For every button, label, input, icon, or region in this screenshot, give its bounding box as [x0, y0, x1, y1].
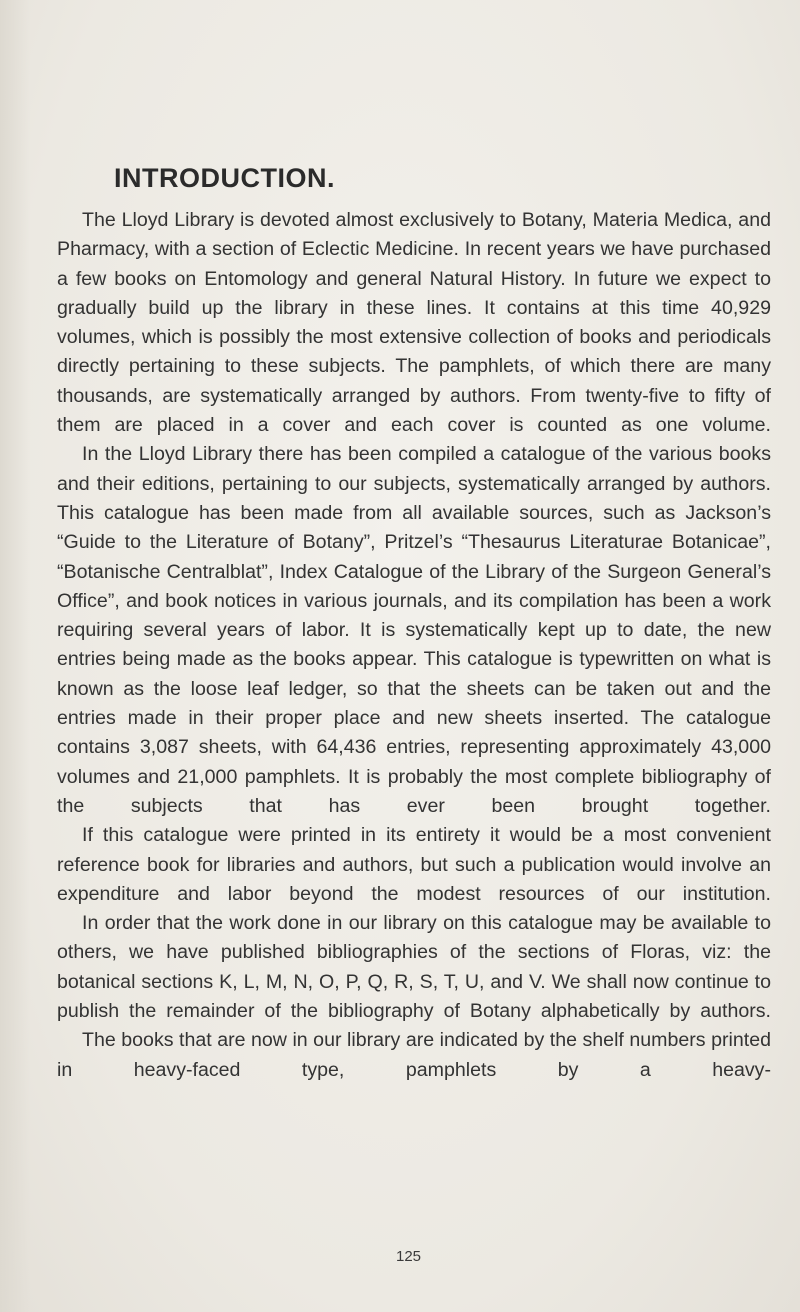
paragraph-catalogue: In the Lloyd Library there has been compiled a catalogue of the various books and their editions, pertaining to our subjects, systematically arranged by authors. This catalogue has been made from all available sources, such as Jackson’s “Guide to the Literature of Botany”, Pritzel’s “Thesaurus Literaturae Botanicae”, “Botanische Centralblat”, Index Catalogue of the Library of the Surgeon General’s Office”, and book notices in various journals, and its compilation has been a work requiring several years of labor. It is systematically kept up to date, the new entries being made as the books appear. This catalogue is typewritten on what is known as the loose leaf ledger, so that the sheets can be taken out and the entries made in their proper place and new sheets inserted. The catalogue contains 3,087 sheets, with 64,436 entries, representing approximately 43,000 volumes and 21,000 pamphlets. It is probably the most complete bibliography of the subjects that has ever been brought together. — [57, 443, 771, 817]
paragraph-shelf-numbers: The books that are now in our library are indicated by the shelf numbers printed in heavy-faced type, pamphlets by a heavy- — [57, 1029, 771, 1081]
page-title: INTRODUCTION. — [114, 163, 335, 193]
page-number: 125 — [396, 1248, 422, 1265]
paragraph-bibliographies: In order that the work done in our library on this catalogue may be available to others, we have published bibliographies of the sections of Floras, viz: the botanical sections K, L, M, N, O, P, Q, R, S, T, U, and V. We shall now continue to publish the remainder of the bibliography of Botany alphabetically by authors. — [57, 912, 771, 1023]
paragraph-collection: The Lloyd Library is devoted almost exclusively to Botany, Materia Medica, and Pharmacy, with a section of Eclectic Medicine. In recent years we have purchased a few books on Entomology and general Natural History. In future we expect to gradually build up the library in these lines. It contains at this time 40,929 volumes, which is possibly the most extensive collection of books and periodicals directly pertaining to these subjects. The pamphlets, of which there are many thousands, are systematically arranged by authors. From twenty-five to fifty of them are placed in a cover and each cover is counted as one volume. — [57, 209, 771, 437]
page-gutter-shadow — [0, 0, 30, 1312]
paragraph-publication-cost: If this catalogue were printed in its entirety it would be a most convenient reference book for libraries and authors, but such a publication would involve an expenditure and labor beyond the modest resources of our institution. — [57, 824, 771, 905]
introduction-body — [57, 206, 771, 1085]
